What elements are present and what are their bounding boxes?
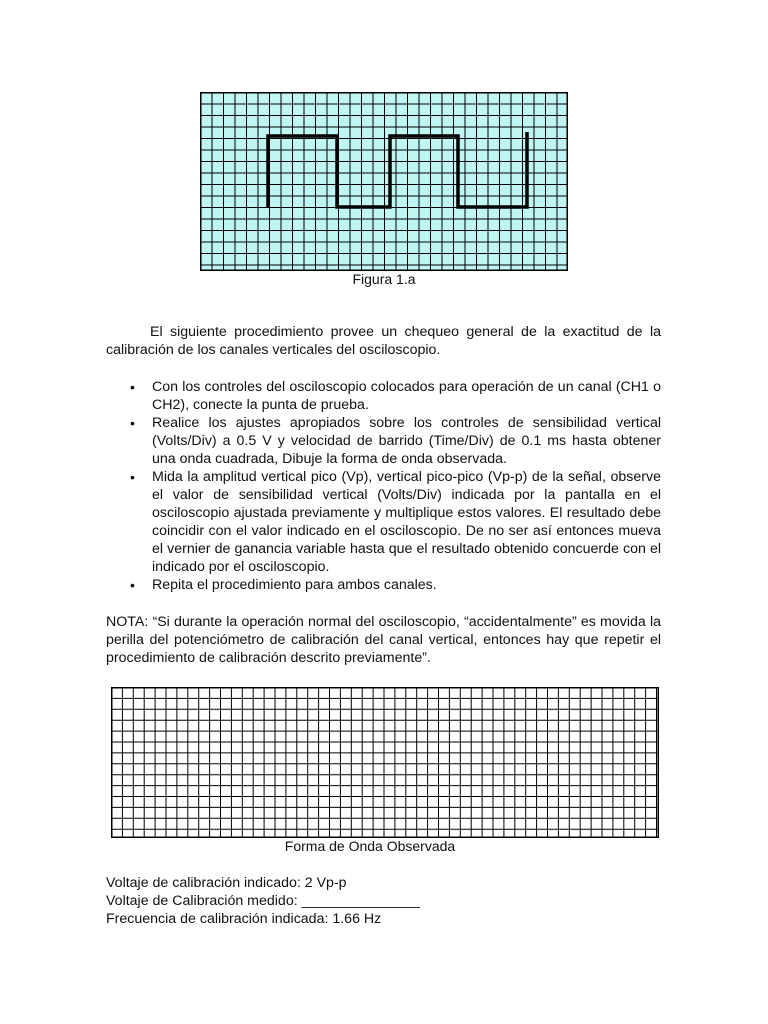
- procedure-step: [106, 414, 661, 468]
- procedure-step: [106, 468, 661, 576]
- intro-paragraph: El siguiente procedimiento provee un chequeo general de la exactitud de la calibración de los canales verticales del osciloscopio.: [106, 324, 661, 358]
- note-paragraph: NOTA: “Si durante la operación normal del osciloscopio, “accidentalmente” es movida la perilla del potenciómetro de calibración del canal vertical, entonces hay que repetir el procedimiento de calibración descrito previamente”.: [106, 614, 661, 666]
- observed-waveform-grid: [111, 687, 659, 838]
- calibration-voltage-measured: Voltaje de Calibración medido: _______________: [106, 893, 420, 909]
- figure-1a-grid: [200, 92, 568, 271]
- procedure-step-text: Realice los ajustes apropiados sobre los controles de sensibilidad vertical (Volts/Div) a 0.5 V y velocidad de barrido (Time/Div) de 0.1 ms hasta obtener una onda cuadrada, Dibuje la forma de onda observada.: [152, 415, 661, 467]
- observed-waveform-caption: Forma de Onda Observada: [284, 838, 456, 854]
- figure-1a-svg: [200, 92, 568, 271]
- procedure-steps: [106, 378, 661, 594]
- procedure-step: [106, 576, 661, 594]
- procedure-step-text: Con los controles del osciloscopio colocados para operación de un canal (CH1 o CH2), conecte la punta de prueba.: [152, 379, 661, 413]
- bullet-icon: •: [130, 415, 135, 431]
- bullet-icon: •: [130, 577, 135, 593]
- procedure-step: [106, 378, 661, 414]
- procedure-step-text: Repita el procedimiento para ambos canales.: [152, 577, 437, 593]
- procedure-step-text: Mida la amplitud vertical pico (Vp), vertical pico-pico (Vp-p) de la señal, observe el valor de sensibilidad vertical (Volts/Div) indicada por la pantalla en el osciloscopio ajustada previamente y multiplique estos valores. El resultado debe coincidir con el valor indicado en el osciloscopio. De no ser así entonces mueva el vernier de ganancia variable hasta que el resultado obtenido concuerde con el indicado por el osciloscopio.: [152, 469, 661, 575]
- figure-1a-caption: Figura 1.a: [352, 271, 416, 287]
- observed-waveform-svg: [111, 687, 659, 838]
- bullet-icon: •: [130, 379, 135, 395]
- calibration-frequency-indicated: Frecuencia de calibración indicada: 1.66 Hz: [106, 911, 382, 927]
- calibration-voltage-indicated: Voltaje de calibración indicado: 2 Vp-p: [106, 875, 347, 891]
- bullet-icon: •: [130, 469, 135, 485]
